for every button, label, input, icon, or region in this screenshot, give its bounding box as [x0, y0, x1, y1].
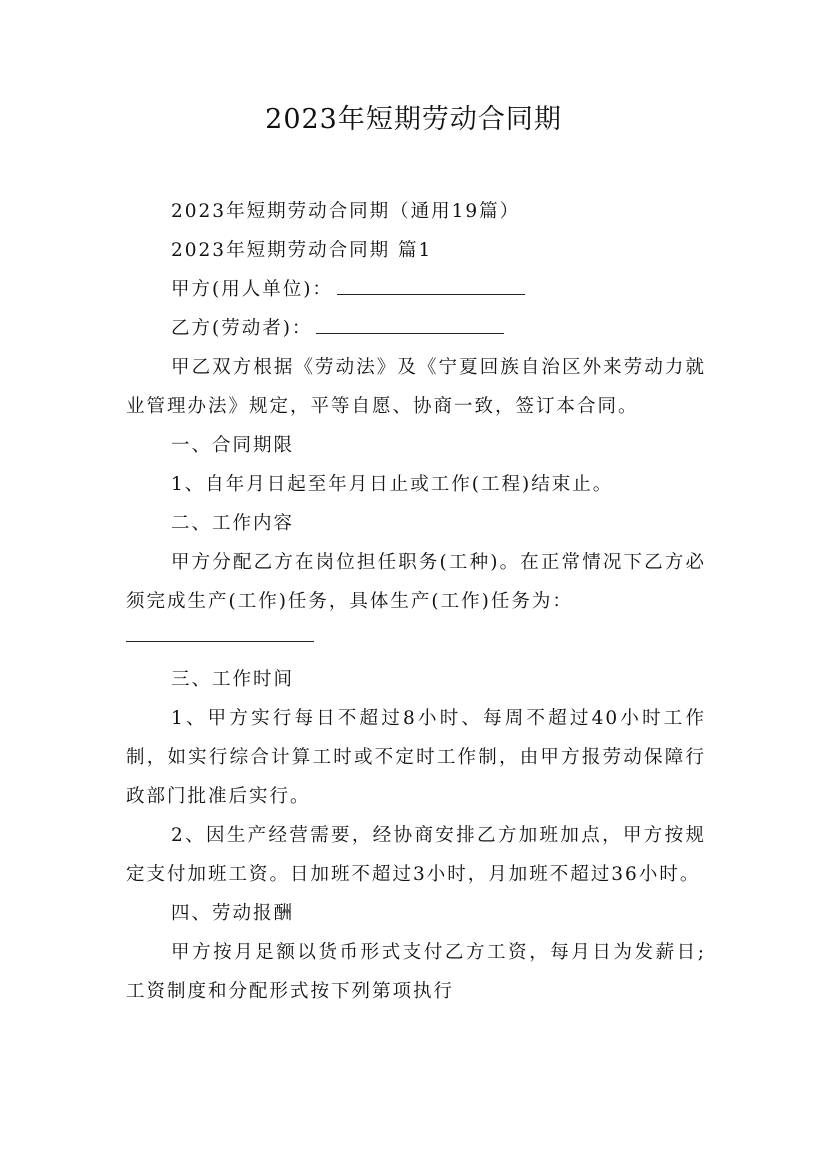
work-hours-paragraph-2: 2、因生产经营需要，经协商安排乙方加班加点，甲方按规定支付加班工资。日加班不超过3小时，月加班不超过36小时。 [126, 825, 706, 885]
work-hours-paragraph-1: 1、甲方实行每日不超过8小时、每周不超过40小时工作制，如实行综合计算工时或不定时工作制，由甲方报劳动保障行政部门批准后实行。 [126, 708, 706, 807]
party-a-blank [337, 272, 525, 295]
party-b-blank [316, 311, 504, 334]
work-hours-heading: 三、工作时间 [171, 669, 295, 690]
contract-term-heading: 一、合同期限 [171, 435, 295, 456]
intro-paragraph: 甲乙双方根据《劳动法》及《宁夏回族自治区外来劳动力就业管理办法》规定，平等自愿、协商一致，签订本合同。 [126, 357, 706, 417]
party-a-label: 甲方(用人单位)： [171, 279, 333, 300]
party-b-line [126, 309, 706, 348]
work-content-paragraph: 甲方分配乙方在岗位担任职务(工种)。在正常情况下乙方必须完成生产(工作)任务，具体生产(工作)任务为： [126, 552, 706, 612]
document-subtitle: 2023年短期劳动合同期（通用19篇） [171, 201, 521, 222]
remuneration-heading: 四、劳动报酬 [171, 903, 295, 924]
document-title: 2023年短期劳动合同期 [265, 104, 562, 135]
party-b-label: 乙方(劳动者)： [171, 318, 313, 339]
document-body [126, 192, 706, 1011]
work-content-heading: 二、工作内容 [171, 513, 295, 534]
work-task-blank [126, 621, 314, 642]
party-a-line [126, 270, 706, 309]
section-heading: 2023年短期劳动合同期 篇1 [171, 240, 433, 261]
remuneration-paragraph: 甲方按月足额以货币形式支付乙方工资，每月日为发薪日;工资制度和分配形式按下列第项执行 [126, 942, 706, 1002]
contract-term-paragraph: 1、自年月日起至年月日止或工作(工程)结束止。 [171, 474, 614, 495]
